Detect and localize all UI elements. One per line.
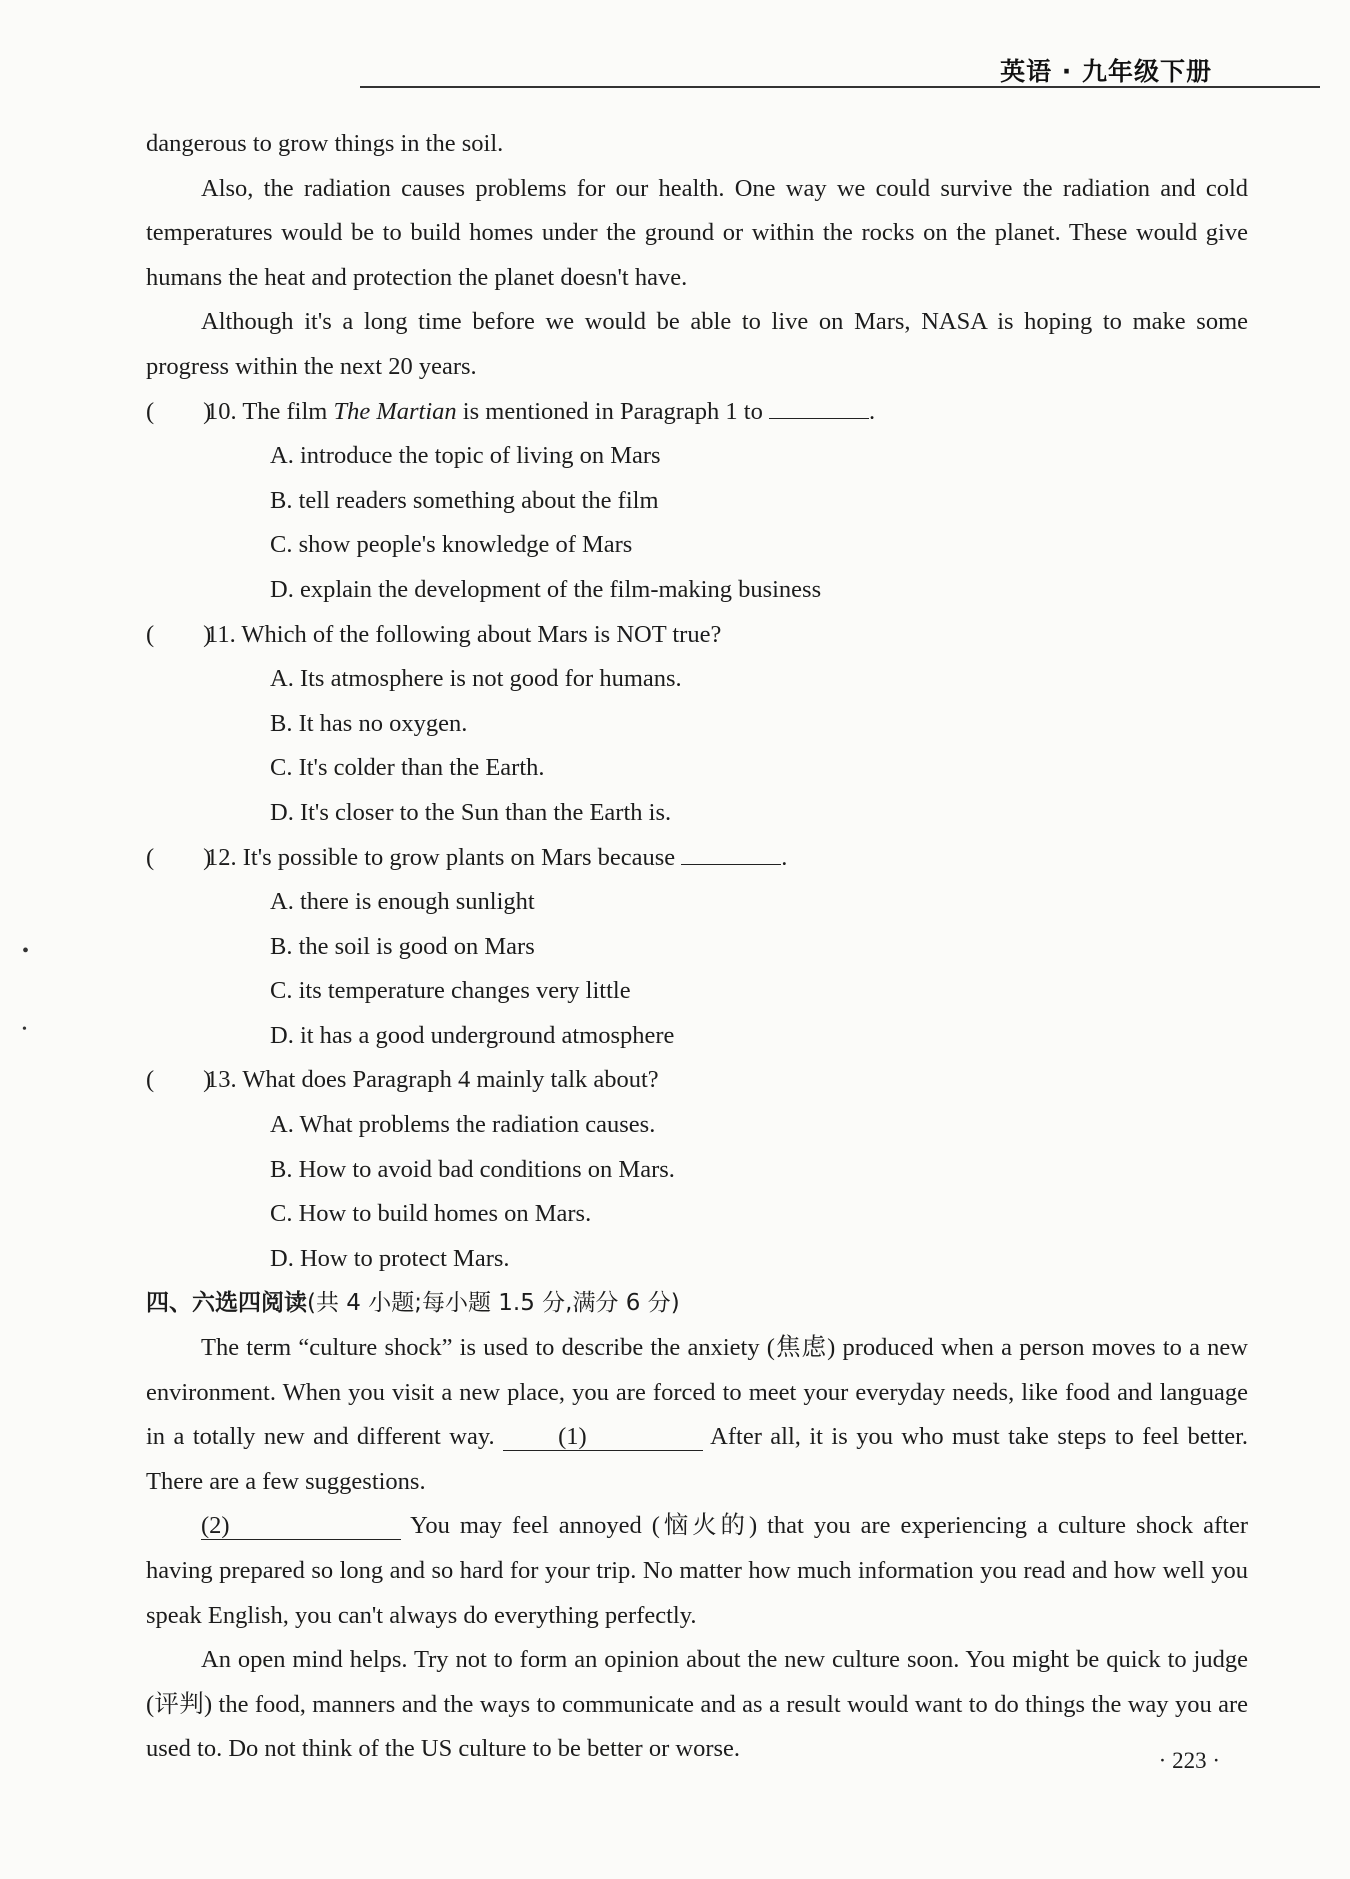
option-a: A. What problems the radiation causes. [270, 1111, 656, 1139]
question-number: 11. [206, 620, 236, 648]
option-a: A. introduce the topic of living on Mars [270, 442, 661, 470]
paragraph-continued: dangerous to grow things in the soil. [146, 130, 504, 157]
question-text: is mentioned in Paragraph 1 to [456, 397, 769, 425]
passage-paragraph-2 [146, 1504, 1248, 1638]
question-11 [146, 613, 1248, 658]
answer-paren[interactable]: ( ) [146, 397, 212, 425]
answer-paren[interactable]: ( ) [146, 1066, 212, 1094]
paragraph-nasa: Although it's a long time before we would be able to live on Mars, NASA is hoping to make some progress within the next 20 years. [146, 308, 1248, 380]
answer-blank[interactable] [769, 418, 869, 419]
option-c: C. show people's knowledge of Mars [270, 531, 633, 559]
margin-dot: • [22, 1022, 27, 1037]
option-b: B. tell readers something about the film [270, 486, 659, 514]
option-d: D. explain the development of the film-making business [270, 575, 822, 603]
question-number: 12. [206, 843, 237, 871]
question-text: Which of the following about Mars is NOT true? [241, 620, 722, 648]
option-d: D. it has a good underground atmosphere [270, 1021, 675, 1049]
page-content [146, 122, 1248, 1772]
section-title: 四、六选四阅读 [146, 1290, 307, 1317]
question-12 [146, 836, 1248, 881]
option-b: B. How to avoid bad conditions on Mars. [270, 1155, 675, 1183]
option-b: B. It has no oxygen. [270, 709, 468, 737]
option-d: D. How to protect Mars. [270, 1244, 510, 1272]
paragraph-radiation: Also, the radiation causes problems for our health. One way we could survive the radiation and cold temperatures would be to build homes under the ground or within the rocks on the planet. These would give humans the heat and protection the planet doesn't have. [146, 174, 1248, 291]
answer-paren[interactable]: ( ) [146, 620, 212, 648]
page-header-title: 英语 · 九年级下册 [1000, 57, 1212, 86]
passage-paragraph-3: An open mind helps. Try not to form an opinion about the new culture soon. You might be quick to judge (评判) the food, manners and the ways to communicate and as a result would want to do things the way you are used to. Do not think of the US culture to be better or worse. [146, 1646, 1248, 1763]
passage-text: You may feel annoyed (恼火的) that you are experiencing a culture shock after having prepared so long and so hard for your trip. No matter how much information you read and how well you speak English, you can't always do everything perfectly. [146, 1512, 1248, 1629]
question-10 [146, 390, 1248, 435]
section-heading [146, 1281, 1248, 1326]
passage-text: The term “culture shock” is used to describe the anxiety (焦虑) produced when a person moves to a new environment. When you visit a new place, you are forced to meet your everyday needs, like food and language in a totally new and different way. [146, 1334, 1248, 1451]
question-number: 10. [206, 397, 237, 425]
margin-dot: • [22, 940, 30, 962]
question-text: What does Paragraph 4 mainly talk about? [242, 1066, 659, 1094]
question-number: 13. [206, 1066, 237, 1094]
option-c: C. How to build homes on Mars. [270, 1200, 592, 1228]
answer-paren[interactable]: ( ) [146, 843, 212, 871]
film-title: The Martian [333, 397, 457, 425]
passage-text: After all, it is you who must take steps to feel better. There are a few suggestions. [146, 1423, 1248, 1495]
blank-2[interactable]: (2) [201, 1513, 401, 1540]
option-a: A. there is enough sunlight [270, 888, 535, 916]
question-text: The film [242, 397, 334, 425]
question-text: It's possible to grow plants on Mars because [242, 843, 682, 871]
question-end: . [869, 397, 876, 425]
option-c: C. its temperature changes very little [270, 977, 631, 1005]
passage-paragraph-1 [146, 1326, 1248, 1504]
question-end: . [781, 843, 788, 871]
section-subtitle: (共 4 小题;每小题 1.5 分,满分 6 分) [307, 1290, 680, 1317]
blank-1[interactable]: (1) [503, 1424, 703, 1451]
option-d: D. It's closer to the Sun than the Earth is. [270, 798, 672, 826]
option-b: B. the soil is good on Mars [270, 932, 535, 960]
option-a: A. Its atmosphere is not good for humans. [270, 665, 682, 693]
option-c: C. It's colder than the Earth. [270, 754, 545, 782]
question-13 [146, 1058, 1248, 1103]
header-rule [360, 86, 1320, 88]
answer-blank[interactable] [681, 864, 781, 865]
page-number: · 223 · [1158, 1748, 1220, 1773]
